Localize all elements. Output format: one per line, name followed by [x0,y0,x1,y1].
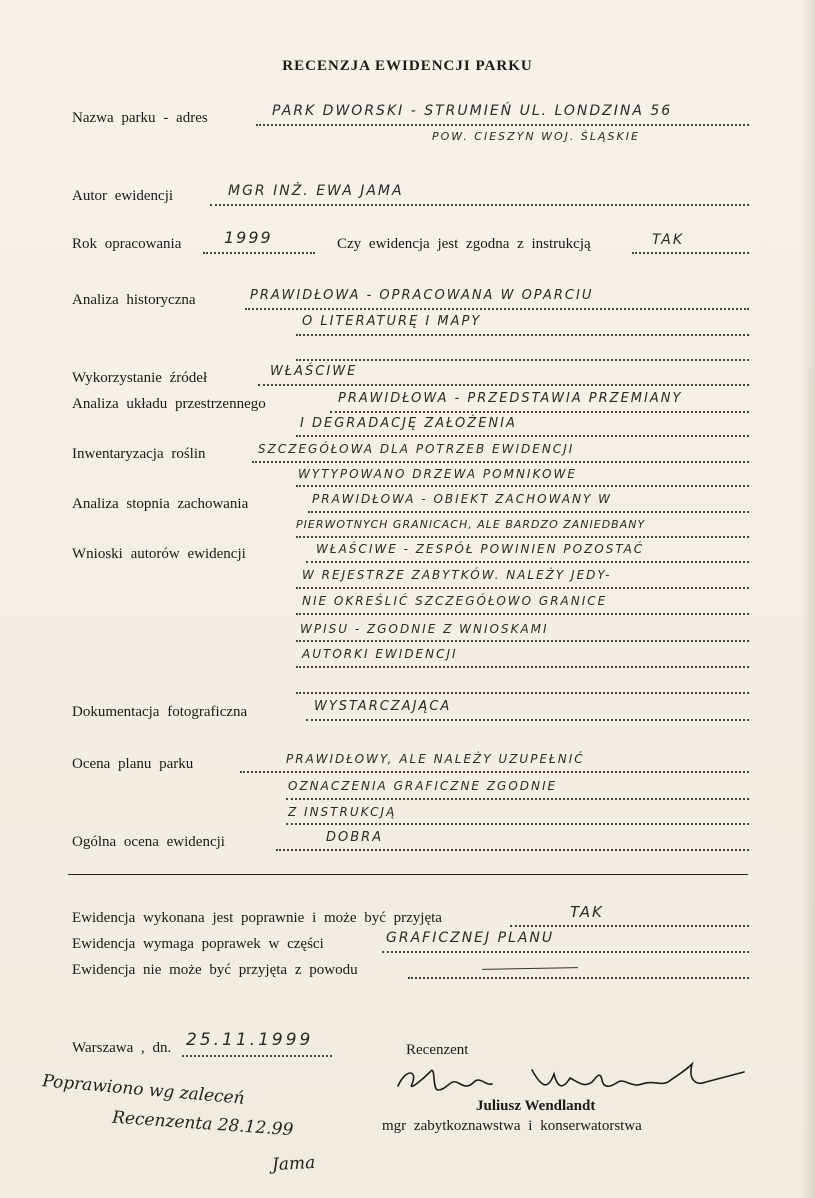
photo-docs-label: Dokumentacja fotograficzna [72,704,248,720]
preservation-label: Analiza stopnia zachowania [72,496,249,512]
place-date-label: Warszawa , dn. [72,1040,172,1056]
spatial-layout-value-2: I DEGRADACJĘ ZAŁOŻENIA [300,416,517,431]
conclusions-dotline-5 [296,664,749,668]
park-name-dotline [256,122,749,126]
document-title: RECENZJA EWIDENCJI PARKU [282,58,533,74]
conclusions-value-5: AUTORKI EWIDENCJI [302,647,458,661]
sources-dotline [258,382,749,386]
plant-inventory-dotline-2 [296,483,749,487]
spatial-layout-value-1: PRAWIDŁOWA - PRZEDSTAWIA PRZEMIANY [338,391,683,406]
conclusions-value-3: NIE OKREŚLIĆ SZCZEGÓŁOWO GRANICE [302,594,608,608]
rejected-label: Ewidencja nie może być przyjęta z powodu [72,962,358,978]
corrections-value: GRAFICZNEJ PLANU [386,930,555,946]
rejected-dash-stroke [482,967,578,970]
year-value: 1999 [224,228,273,247]
author-label: Autor ewidencji [72,188,174,204]
preservation-value-2: PIERWOTNYCH GRANICACH, ALE BARDZO ZANIEDBANY [296,518,646,531]
historical-analysis-value-1: PRAWIDŁOWA - OPRACOWANA W OPARCIU [250,288,594,303]
conclusions-dotline-6 [296,690,749,694]
author-dotline [210,202,749,206]
correction-note-line-1: Poprawiono wg zaleceń [41,1071,246,1109]
reviewer-signature [392,1060,752,1100]
conclusions-dotline-2 [296,585,749,589]
accepted-dotline [510,923,749,927]
spatial-layout-dotline-2 [296,433,749,437]
preservation-value-1: PRAWIDŁOWA - OBIEKT ZACHOWANY W [312,492,613,506]
photo-docs-dotline [306,717,749,721]
reviewer-name: Juliusz Wendlandt [476,1098,596,1114]
reviewer-title: mgr zabytkoznawstwa i konserwatorstwa [382,1118,642,1134]
photo-docs-value: WYSTARCZAJĄCA [314,699,452,714]
plant-inventory-value-1: SZCZEGÓŁOWA DLA POTRZEB EWIDENCJI [258,442,575,456]
paper-edge-shadow [801,0,815,1198]
historical-analysis-dotline-3 [296,357,749,361]
historical-analysis-label: Analiza historyczna [72,292,196,308]
sources-label: Wykorzystanie źródeł [72,370,208,386]
park-name-value: PARK DWORSKI - STRUMIEŃ UL. LONDZINA 56 [272,103,673,119]
plant-inventory-dotline-1 [252,459,749,463]
park-plan-dotline-1 [240,769,749,773]
park-plan-dotline-2 [286,796,749,800]
year-label: Rok opracowania [72,236,182,252]
instruction-compliance-dotline [632,250,749,254]
overall-rating-label: Ogólna ocena ewidencji [72,834,225,850]
year-dotline [203,250,315,254]
historical-analysis-value-2: O LITERATURĘ I MAPY [302,314,482,329]
instruction-compliance-value: TAK [652,232,685,248]
sources-value: WŁAŚCIWE [270,364,358,379]
plant-inventory-value-2: WYTYPOWANO DRZEWA POMNIKOWE [298,467,577,481]
conclusions-value-1: WŁAŚCIWE - ZESPÓŁ POWINIEN POZOSTAĆ [316,542,645,556]
historical-analysis-dotline-1 [245,306,749,310]
plant-inventory-label: Inwentaryzacja roślin [72,446,206,462]
accepted-value: TAK [570,903,604,921]
overall-rating-value: DOBRA [326,830,384,845]
park-plan-value-1: PRAWIDŁOWY, ALE NALEŻY UZUPEŁNIĆ [286,752,585,766]
date-value: 25.11.1999 [186,1030,314,1050]
accepted-label: Ewidencja wykonana jest poprawnie i może być przyjęta [72,910,442,926]
rejected-dotline [408,975,749,979]
spatial-layout-label: Analiza układu przestrzennego [72,396,266,412]
correction-note-line-2: Recenzenta 28.12.99 [111,1107,294,1141]
conclusions-dotline-3 [296,611,749,615]
correction-note-signature: Jama [271,1152,316,1176]
conclusions-dotline-1 [306,559,749,563]
section-divider [68,874,748,875]
conclusions-value-2: W REJESTRZE ZABYTKÓW. NALEŻY JEDY- [302,568,612,582]
historical-analysis-dotline-2 [296,332,749,336]
park-plan-dotline-3 [286,821,749,825]
conclusions-label: Wnioski autorów ewidencji [72,546,246,562]
author-value: MGR INŻ. EWA JAMA [228,183,404,199]
park-plan-label: Ocena planu parku [72,756,194,772]
corrections-dotline [382,949,749,953]
park-plan-value-3: Z INSTRUKCJĄ [288,805,397,819]
park-name-value-2: POW. CIESZYN WOJ. ŚLĄSKIE [432,130,640,143]
preservation-dotline-1 [308,509,749,513]
spatial-layout-dotline-1 [330,409,749,413]
park-name-label: Nazwa parku - adres [72,110,208,126]
corrections-label: Ewidencja wymaga poprawek w części [72,936,324,952]
preservation-dotline-2 [296,534,749,538]
reviewer-label: Recenzent [406,1042,469,1058]
conclusions-value-4: WPISU - ZGODNIE Z WNIOSKAMI [300,622,549,636]
overall-rating-dotline [276,847,749,851]
park-plan-value-2: OZNACZENIA GRAFICZNE ZGODNIE [288,779,558,793]
instruction-compliance-label: Czy ewidencja jest zgodna z instrukcją [337,236,591,252]
date-dotline [182,1053,332,1057]
conclusions-dotline-4 [296,638,749,642]
